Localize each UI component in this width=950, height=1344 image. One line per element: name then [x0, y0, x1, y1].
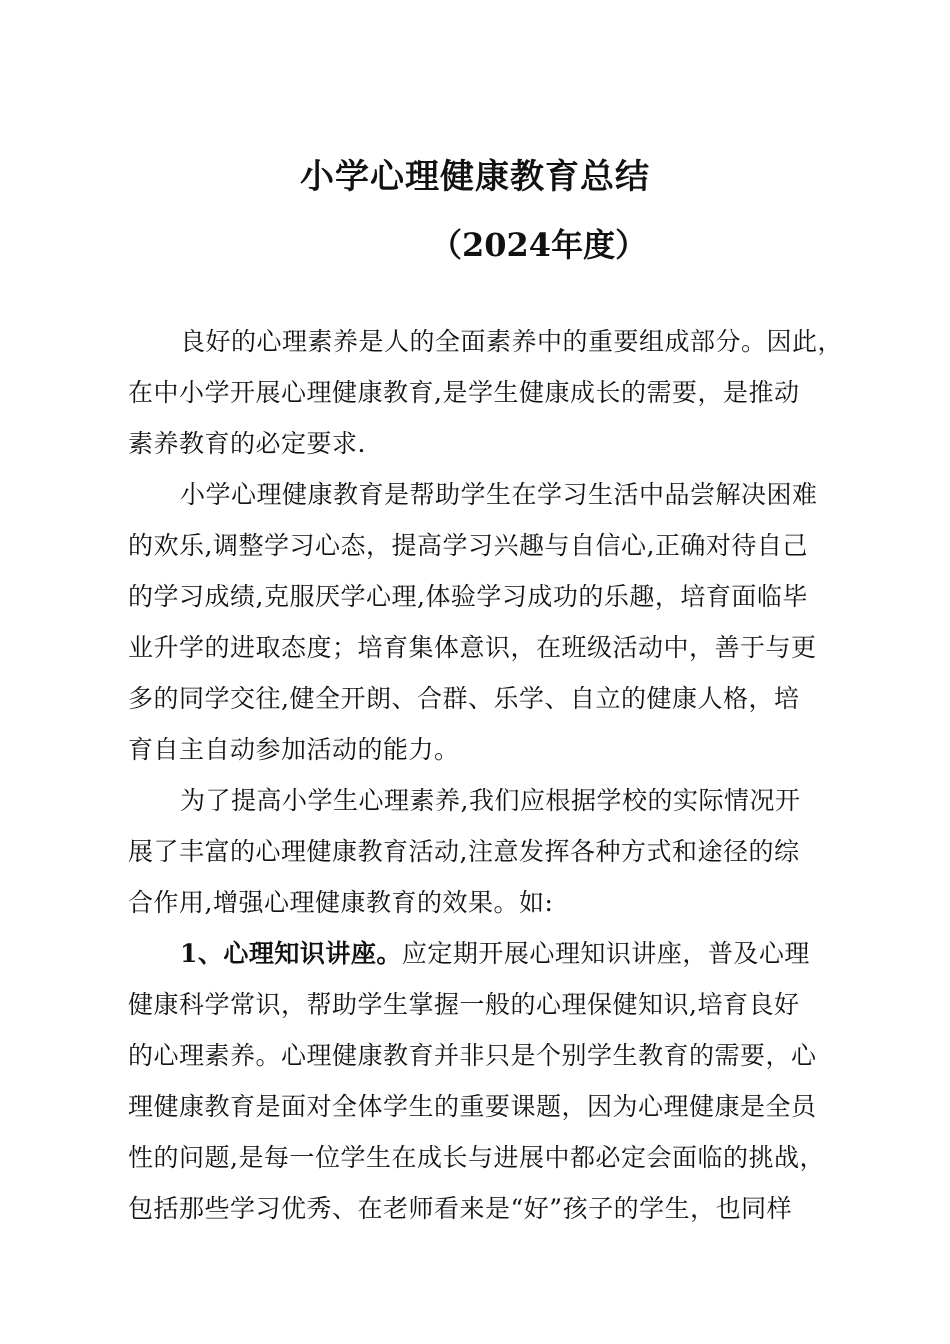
paragraph-line: 的心理素养。心理健康教育并非只是个别学生教育的需要，心 [128, 1041, 817, 1070]
paragraph-line [128, 928, 828, 979]
paragraph-line: 展了丰富的心理健康教育活动,注意发挥各种方式和途径的综 [128, 837, 800, 866]
paragraph-line: 为了提高小学生心理素养,我们应根据学校的实际情况开 [180, 786, 801, 815]
paragraph-line: 的学习成绩,克服厌学心理,体验学习成功的乐趣，培育面临毕 [128, 582, 808, 611]
paragraph-line: 在中小学开展心理健康教育,是学生健康成长的需要，是推动 [128, 378, 800, 407]
paragraph-line: 合作用,增强心理健康教育的效果。如: [128, 888, 554, 917]
paragraph-line: 育自主自动参加活动的能力。 [128, 735, 460, 764]
paragraph-line: 多的同学交往,健全开朗、合群、乐学、自立的健康人格，培 [128, 684, 800, 713]
document-body [128, 316, 844, 1234]
paragraph-line: 的欢乐,调整学习心态，提高学习兴趣与自信心,正确对待自己 [128, 531, 808, 560]
document-subtitle: （2024年度） [430, 226, 648, 264]
paragraph-line: 包括那些学习优秀、在老师看来是“好”孩子的学生，也同样 [128, 1194, 793, 1223]
paragraph-line: 理健康教育是面对全体学生的重要课题，因为心理健康是全员 [128, 1092, 817, 1121]
document-title: 小学心理健康教育总结 [300, 157, 650, 197]
paragraph-line: 健康科学常识，帮助学生掌握一般的心理保健知识,培育良好 [128, 990, 800, 1019]
paragraph-line: 良好的心理素养是人的全面素养中的重要组成部分。因此， [180, 327, 844, 356]
paragraph-line: 业升学的进取态度；培育集体意识，在班级活动中，善于与更 [128, 633, 817, 662]
paragraph-line: 小学心理健康教育是帮助学生在学习生活中品尝解决困难 [180, 480, 818, 509]
paragraph-line: 性的问题,是每一位学生在成长与进展中都必定会面临的挑战， [128, 1143, 825, 1172]
section-text: 应定期开展心理知识讲座，普及心理 [401, 939, 810, 968]
paragraph-line: 素养教育的必定要求. [128, 429, 366, 458]
section-heading: 1、心理知识讲座。 [180, 939, 402, 968]
